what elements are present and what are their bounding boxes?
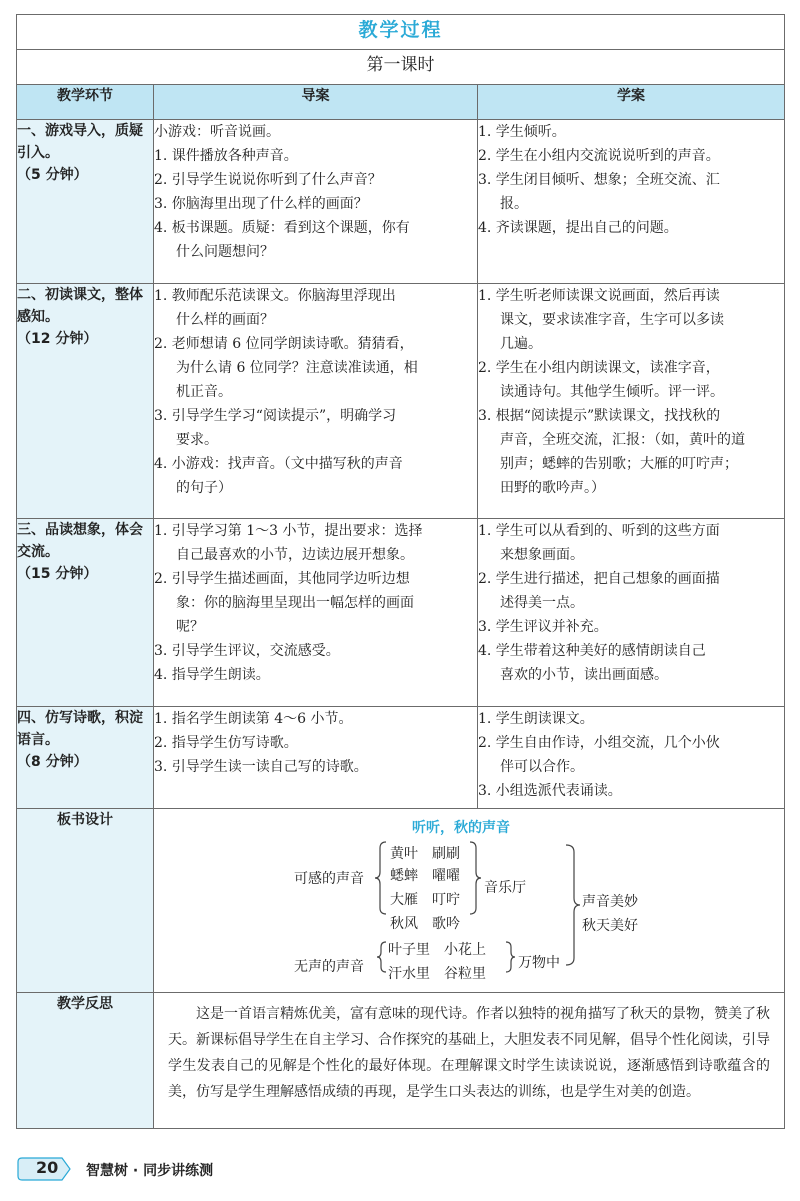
guide-line: 1. 教师配乐范读课文。你脑海里浮现出 xyxy=(154,288,396,304)
guide-cell xyxy=(154,707,478,809)
guide-line: 3. 引导学生评议，交流感受。 xyxy=(154,643,340,659)
study-line: 3. 学生评议并补充。 xyxy=(478,619,608,635)
study-line: 4. 学生带着这种美好的感情朗读自己 xyxy=(478,643,706,659)
section-title: 教学过程 xyxy=(17,15,785,50)
lesson-subtitle: 第一课时 xyxy=(17,50,785,85)
guide-line: 2. 引导学生说说你听到了什么声音？ xyxy=(154,172,382,188)
summary-brace xyxy=(566,845,580,965)
study-line: 2. 学生在小组内交流说说听到的声音。 xyxy=(478,148,720,164)
reflection-cell xyxy=(154,993,785,1129)
music-hall-label: 音乐厅 xyxy=(484,880,526,896)
stage-name: 三、品读想象，体会交流。 xyxy=(17,522,143,560)
guide-cell xyxy=(154,120,478,284)
silent-item: 汗水里 谷粒里 xyxy=(388,966,486,982)
guide-line: 2. 指导学生仿写诗歌。 xyxy=(154,735,298,751)
guide-line: 1. 课件播放各种声音。 xyxy=(154,148,298,164)
silent-label: 无声的声音 xyxy=(294,959,364,975)
footer-brand: 智慧树 · 同步讲练测 xyxy=(86,1163,214,1179)
study-line: 别声；蟋蟀的告别歌；大雁的叮咛声； xyxy=(500,456,738,472)
audible-open-brace xyxy=(375,842,386,914)
stage-time: （5 分钟） xyxy=(17,167,88,183)
board-label: 板书设计 xyxy=(17,809,154,993)
study-line: 1. 学生听老师读课文说画面，然后再读 xyxy=(478,288,720,304)
audible-item: 大雁 叮咛 xyxy=(390,892,460,908)
stage-time: （8 分钟） xyxy=(17,754,88,770)
study-line: 喜欢的小节，读出画面感。 xyxy=(500,667,668,683)
board-design-cell xyxy=(154,809,785,993)
conclusion-line: 秋天美好 xyxy=(582,918,638,934)
table-row xyxy=(17,707,785,809)
study-line: 2. 学生进行描述，把自己想象的画面描 xyxy=(478,571,720,587)
column-header-study: 学案 xyxy=(478,85,785,120)
guide-line: 小游戏：听音说画。 xyxy=(154,124,280,140)
stage-time: （15 分钟） xyxy=(17,566,98,582)
guide-line: 1. 指名学生朗读第 4～6 小节。 xyxy=(154,711,353,727)
stage-cell xyxy=(17,707,154,809)
table-row xyxy=(17,284,785,519)
audible-item: 黄叶 刷刷 xyxy=(390,846,460,862)
guide-line: 象：你的脑海里呈现出一幅怎样的画面 xyxy=(176,595,414,611)
study-line: 2. 学生在小组内朗读课文，读准字音， xyxy=(478,360,720,376)
study-line: 来想象画面。 xyxy=(500,547,584,563)
stage-cell xyxy=(17,284,154,519)
study-line: 田野的歌吟声。） xyxy=(500,480,605,496)
guide-line: 的句子） xyxy=(176,480,232,496)
column-header-stage: 教学环节 xyxy=(17,85,154,120)
guide-line: 机正音。 xyxy=(176,384,232,400)
conclusion-line: 声音美妙 xyxy=(582,894,638,910)
study-line: 1. 学生倾听。 xyxy=(478,124,566,140)
guide-cell xyxy=(154,284,478,519)
guide-line: 3. 引导学生学习“阅读提示”，明确学习 xyxy=(154,408,397,424)
study-line: 述得美一点。 xyxy=(500,595,584,611)
study-line: 1. 学生可以从看到的、听到的这些方面 xyxy=(478,523,720,539)
study-line: 课文，要求读准字音，生字可以多读 xyxy=(500,312,724,328)
stage-cell xyxy=(17,519,154,707)
study-line: 读通诗句。其他学生倾听。评一评。 xyxy=(500,384,724,400)
study-line: 1. 学生朗读课文。 xyxy=(478,711,594,727)
guide-line: 要求。 xyxy=(176,432,218,448)
board-design xyxy=(154,809,784,992)
study-line: 3. 根据“阅读提示”默读课文，找找秋的 xyxy=(478,408,721,424)
study-cell xyxy=(478,519,785,707)
guide-line: 3. 你脑海里出现了什么样的画面？ xyxy=(154,196,368,212)
study-line: 3. 学生闭目倾听、想象；全班交流、汇 xyxy=(478,172,720,188)
guide-line: 3. 引导学生读一读自己写的诗歌。 xyxy=(154,759,368,775)
stage-time: （12 分钟） xyxy=(17,331,98,347)
guide-line: 4. 指导学生朗读。 xyxy=(154,667,270,683)
study-cell xyxy=(478,707,785,809)
study-line: 报。 xyxy=(500,196,528,212)
lesson-plan-table xyxy=(16,14,785,1129)
guide-line: 2. 引导学生描述画面，其他同学边听边想 xyxy=(154,571,410,587)
study-line: 2. 学生自由作诗，小组交流，几个小伙 xyxy=(478,735,720,751)
study-cell xyxy=(478,120,785,284)
study-line: 声音，全班交流，汇报：（如，黄叶的道 xyxy=(500,432,745,448)
everything-label: 万物中 xyxy=(518,955,560,971)
guide-line: 1. 引导学习第 1～3 小节，提出要求：选择 xyxy=(154,523,423,539)
study-line: 伴可以合作。 xyxy=(500,759,584,775)
board-design-row xyxy=(17,809,785,993)
guide-line: 呢？ xyxy=(176,619,204,635)
stage-name: 二、初读课文，整体感知。 xyxy=(17,287,143,325)
silent-close-brace xyxy=(506,942,515,972)
reflection-text: 这是一首语言精炼优美，富有意味的现代诗。作者以独特的视角描写了秋天的景物，赞美了秋天。新课标倡导学生在自主学习、合作探究的基础上，大胆发表不同见解，倡导个性化阅读，引导学生发表自己的见解是个性化的最好体现。在理解课文时学生读读说说，逐渐感悟到诗歌蕴含的美，仿写是学生理解感悟成绩的再现，是学生口头表达的训练，也是学生对美的创造。 xyxy=(168,1006,771,1100)
study-cell xyxy=(478,284,785,519)
study-line: 几遍。 xyxy=(500,336,542,352)
guide-line: 为什么请 6 位同学？注意读准读通，相 xyxy=(176,360,418,376)
stage-cell xyxy=(17,120,154,284)
board-title: 听听，秋的声音 xyxy=(412,820,510,836)
guide-line: 自己最喜欢的小节，边读边展开想象。 xyxy=(176,547,414,563)
guide-line: 4. 小游戏：找声音。（文中描写秋的声音 xyxy=(154,456,403,472)
guide-line: 2. 老师想请 6 位同学朗读诗歌。猜猜看， xyxy=(154,336,414,352)
study-line: 3. 小组选派代表诵读。 xyxy=(478,783,622,799)
study-line: 4. 齐读课题，提出自己的问题。 xyxy=(478,220,678,236)
audible-label: 可感的声音 xyxy=(294,871,364,887)
lesson-plan-page xyxy=(16,14,784,1129)
guide-line: 4. 板书课题。质疑：看到这个课题，你有 xyxy=(154,220,410,236)
audible-item: 蟋蟀 嚁嚁 xyxy=(390,868,460,884)
reflection-row xyxy=(17,993,785,1129)
stage-name: 一、游戏导入，质疑引入。 xyxy=(17,123,143,161)
guide-cell xyxy=(154,519,478,707)
column-header-guide: 导案 xyxy=(154,85,478,120)
reflection-label: 教学反思 xyxy=(17,993,154,1129)
stage-name: 四、仿写诗歌，积淀语言。 xyxy=(17,710,143,748)
page-number: 20 xyxy=(36,1158,59,1177)
page-footer xyxy=(16,1150,316,1186)
audible-item: 秋风 歌吟 xyxy=(390,916,460,932)
guide-line: 什么样的画面？ xyxy=(176,312,274,328)
audible-close-brace xyxy=(470,842,481,914)
guide-line: 什么问题想问？ xyxy=(176,244,274,260)
table-row xyxy=(17,120,785,284)
silent-item: 叶子里 小花上 xyxy=(388,942,486,958)
table-row xyxy=(17,519,785,707)
silent-open-brace xyxy=(377,942,386,972)
